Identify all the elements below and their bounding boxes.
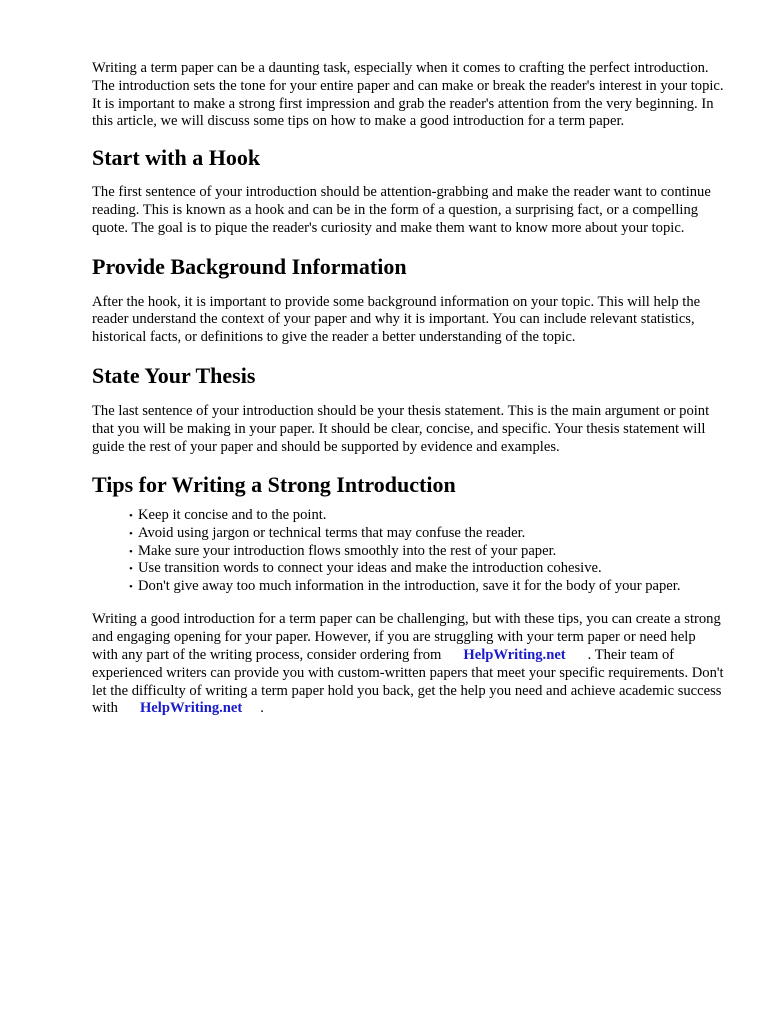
list-item: [130, 578, 720, 596]
list-item: [130, 525, 720, 543]
closing-paragraph: [92, 611, 724, 718]
bullet-icon: •: [129, 527, 133, 540]
bullet-icon: •: [129, 545, 133, 558]
bullet-icon: •: [129, 510, 133, 523]
list-item: [130, 543, 720, 561]
tip-text: Make sure your introduction flows smoothly into the rest of your paper.: [138, 542, 557, 559]
closing-text-1: Writing a good introduction for a term paper can be challenging, but with these tips, you can create a strong and engaging opening for your paper. However, if you are struggling with your term paper or need help with any part of the writing process, consider ordering from: [92, 611, 721, 663]
tip-text: Use transition words to connect your ideas and make the introduction cohesive.: [138, 560, 602, 577]
hook-paragraph: The first sentence of your introduction should be attention-grabbing and make the reader want to continue reading. This is known as a hook and can be in the form of a question, a surprising fact, or a compelling quote. The goal is to pique the reader's curiosity and make them want to know more about your topic.: [92, 184, 711, 236]
background-paragraph: After the hook, it is important to provide some background information on your topic. This will help the reader understand the context of your paper and why it is important. You can include relevant statistics, historical facts, or definitions to give the reader a better understanding of the topic.: [92, 293, 701, 346]
heading-state-thesis: State Your Thesis: [92, 362, 256, 388]
heading-background-information: Provide Background Information: [92, 253, 407, 279]
list-item: [130, 560, 720, 578]
bullet-icon: •: [129, 580, 133, 593]
closing-text-3: .: [260, 700, 264, 717]
heading-tips: Tips for Writing a Strong Introduction: [92, 472, 456, 498]
tip-text: Keep it concise and to the point.: [138, 507, 327, 524]
helpwriting-link-2[interactable]: HelpWriting.net: [139, 700, 243, 717]
helpwriting-link-1[interactable]: HelpWriting.net: [463, 646, 566, 663]
bullet-icon: •: [129, 563, 133, 576]
tips-list: [92, 507, 720, 595]
list-item: [130, 507, 720, 525]
heading-start-with-hook: Start with a Hook: [92, 145, 261, 171]
thesis-paragraph: The last sentence of your introduction should be your thesis statement. This is the main argument or point that you will be making in your paper. It should be clear, concise, and specific. Your thesis statement will guide the rest of your paper and should be supported by evidence and examples.: [92, 402, 710, 455]
intro-paragraph: Writing a term paper can be a daunting task, especially when it comes to crafting the perfect introduction. The introduction sets the tone for your entire paper and can make or break the reader's interest in your topic. It is important to make a strong first impression and grab the reader's attention from the very beginning. In this article, we will discuss some tips on how to make a good introduction for a term paper.: [92, 60, 724, 130]
tip-text: Don't give away too much information in the introduction, save it for the body of your paper.: [138, 577, 681, 594]
tip-text: Avoid using jargon or technical terms that may confuse the reader.: [138, 524, 526, 541]
closing-text-2: . Their team of experienced writers can provide you with custom-written papers that meet your specific requirements. Don't let the difficulty of writing a term paper hold you back, get the help you need and achieve academic success with: [92, 646, 724, 717]
